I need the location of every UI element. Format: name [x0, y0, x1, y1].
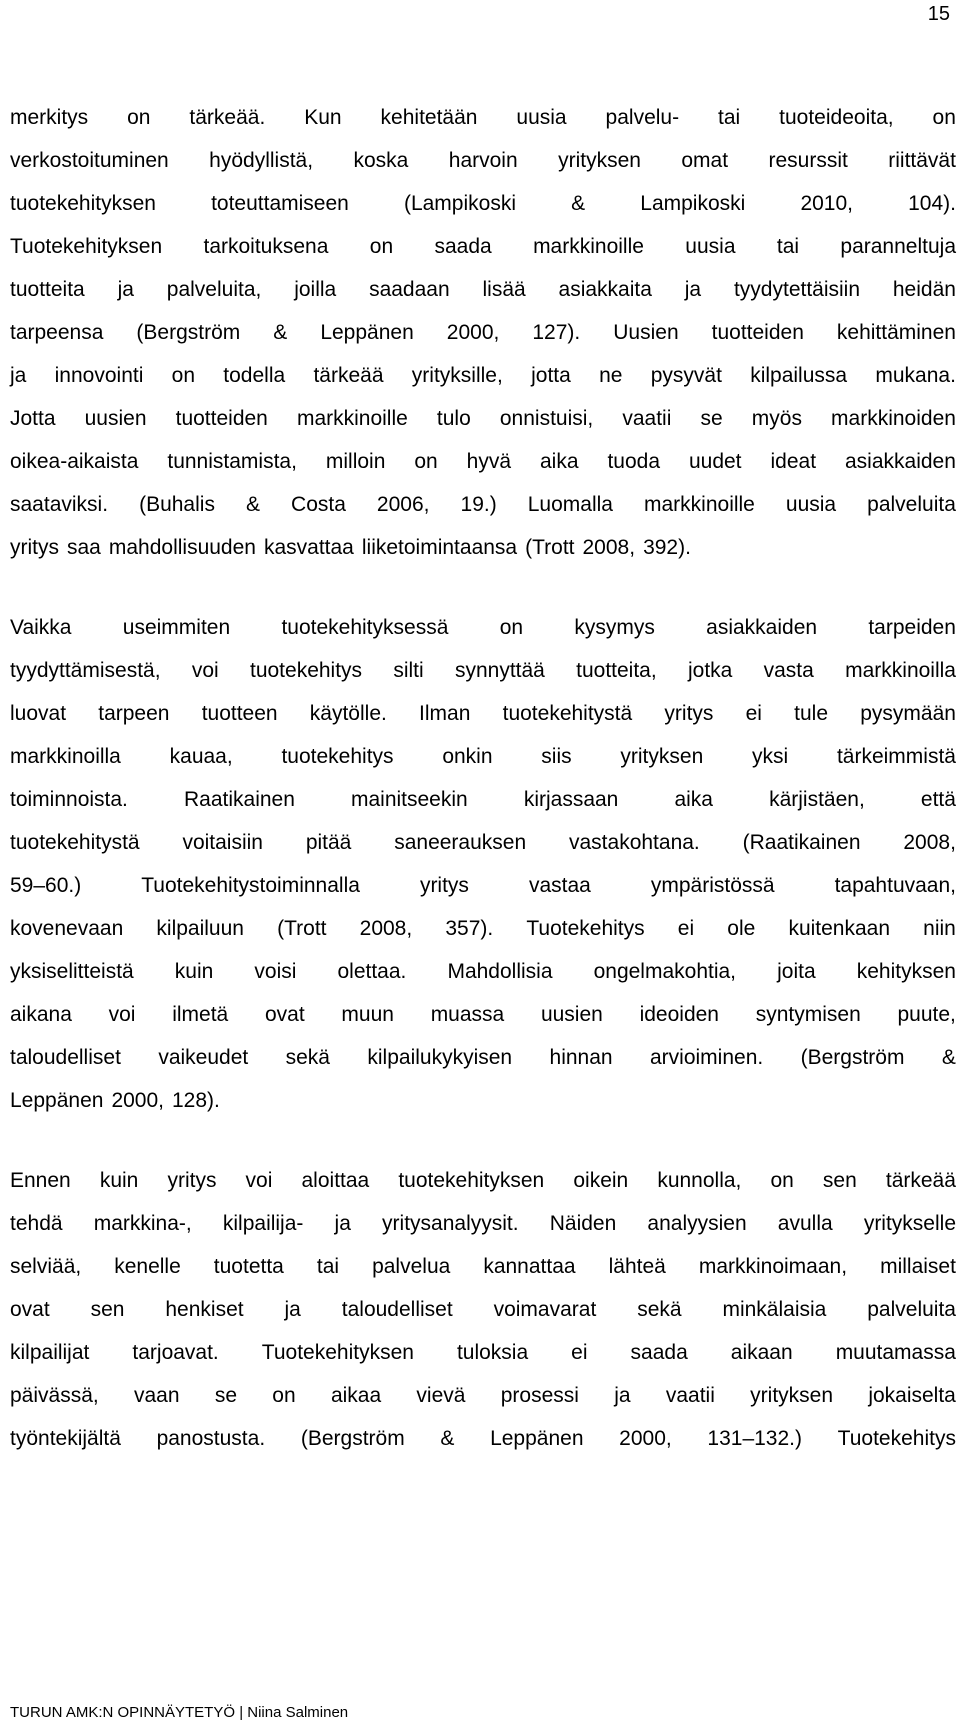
word: innovointi: [54, 364, 144, 387]
text-line: [10, 139, 956, 182]
text-line: [10, 907, 956, 950]
word: ja: [614, 1384, 631, 1407]
word: toteuttamiseen: [211, 192, 349, 215]
text-line: [10, 692, 956, 735]
word: hinnan: [549, 1046, 613, 1069]
word: kilpailuun: [156, 917, 244, 940]
word: &: [273, 321, 288, 344]
word: tärkeää: [885, 1169, 956, 1192]
word: kehityksen: [856, 960, 956, 983]
word: 104).: [908, 192, 956, 215]
word: minkälaisia: [722, 1298, 827, 1321]
word: todella: [223, 364, 286, 387]
word: Ilman: [419, 702, 471, 725]
word: se: [214, 1384, 238, 1407]
word: on: [127, 106, 151, 129]
word: analyysien: [647, 1212, 747, 1235]
footer-text: TURUN AMK:N OPINNÄYTETYÖ | Niina Salminen: [10, 1704, 349, 1721]
word: (Raatikainen: [742, 831, 861, 854]
word: yrityksen: [558, 149, 641, 172]
word: tuotekehitys: [281, 745, 394, 768]
word: yrityksen: [620, 745, 704, 768]
text-line: [10, 440, 956, 483]
word: palvelua: [372, 1255, 451, 1278]
word: yksiselitteistä: [10, 960, 134, 983]
body-text: [10, 96, 956, 1460]
word: niin: [923, 917, 956, 940]
word: millaiset: [880, 1255, 956, 1278]
word: yrityksen: [750, 1384, 834, 1407]
word: kehittäminen: [836, 321, 956, 344]
word: synnyttää: [454, 659, 545, 682]
word: on: [499, 616, 524, 639]
word: uusia: [785, 493, 837, 516]
text-line: [10, 950, 956, 993]
word: vastakohtana.: [569, 831, 700, 854]
word: yksi: [752, 745, 789, 768]
word: kunnolla,: [657, 1169, 742, 1192]
word: saada: [630, 1341, 688, 1364]
word: uusia: [685, 235, 736, 258]
word: liiketoimintaansa: [361, 536, 518, 559]
text-line: [10, 821, 956, 864]
text-line: [10, 606, 956, 649]
word: henkiset: [165, 1298, 244, 1321]
word: kärjistäen,: [769, 788, 865, 811]
word: asiakkaiden: [706, 616, 818, 639]
text-line: [10, 225, 956, 268]
word: ovat: [264, 1003, 305, 1026]
word: saa: [67, 536, 101, 559]
word: tarkoituksena: [203, 235, 329, 258]
word: on: [414, 450, 438, 473]
word: yritys: [419, 874, 469, 897]
word: aika: [674, 788, 713, 811]
word: saadaan: [369, 278, 450, 301]
word: 59–60.): [10, 874, 82, 897]
paragraph: [10, 96, 956, 569]
word: tarpeensa: [10, 321, 104, 344]
word: Costa: [291, 493, 346, 516]
word: ongelmakohtia,: [593, 960, 737, 983]
word: tarpeiden: [868, 616, 956, 639]
word: 2000,: [619, 1427, 672, 1450]
word: vastaa: [528, 874, 591, 897]
word: tuotetta: [213, 1255, 284, 1278]
word: kuitenkaan: [788, 917, 891, 940]
word: aikaan: [730, 1341, 793, 1364]
word: ovat: [10, 1298, 50, 1321]
word: tuoda: [607, 450, 661, 473]
word: syntymisen: [755, 1003, 861, 1026]
word: tuotekehityksessä: [281, 616, 449, 639]
word: uusia: [516, 106, 567, 129]
paragraph-gap: [10, 1122, 956, 1159]
word: luovat: [10, 702, 67, 725]
word: kuin: [99, 1169, 139, 1192]
word: jokaiselta: [868, 1384, 956, 1407]
word: Leppänen: [490, 1427, 584, 1450]
word: verkostoituminen: [10, 149, 169, 172]
word: uusien: [540, 1003, 603, 1026]
word: taloudelliset: [10, 1046, 121, 1069]
word: myös: [751, 407, 802, 430]
word: vaan: [134, 1384, 180, 1407]
word: yritysanalyysit.: [382, 1212, 519, 1235]
word: ja: [10, 364, 27, 387]
word: markkinoille: [533, 235, 644, 258]
word: tuotteen: [201, 702, 278, 725]
word: 2006,: [376, 493, 430, 516]
word: 392).: [643, 536, 691, 559]
text-line: [10, 1079, 956, 1122]
word: siis: [541, 745, 572, 768]
text-line: [10, 526, 956, 569]
word: tuotekehitys: [249, 659, 363, 682]
word: 2008,: [903, 831, 956, 854]
word: Leppänen: [10, 1089, 104, 1112]
word: heidän: [892, 278, 956, 301]
word: omat: [681, 149, 729, 172]
word: &: [941, 1046, 956, 1069]
word: voimavarat: [493, 1298, 597, 1321]
word: riittävät: [888, 149, 956, 172]
word: pysymään: [860, 702, 956, 725]
word: 131–132.): [707, 1427, 802, 1450]
word: sekä: [637, 1298, 682, 1321]
text-line: [10, 182, 956, 225]
word: tuotekehityksen: [398, 1169, 545, 1192]
word: Näiden: [549, 1212, 617, 1235]
paragraph: [10, 1159, 956, 1460]
word: markkinoilla: [845, 659, 956, 682]
word: asiakkaita: [558, 278, 652, 301]
text-line: [10, 1288, 956, 1331]
word: aika: [539, 450, 579, 473]
word: tarjoavat.: [132, 1341, 219, 1364]
word: markkina-,: [93, 1212, 192, 1235]
word: 2000,: [446, 321, 500, 344]
word: on: [171, 364, 196, 387]
word: &: [440, 1427, 455, 1450]
text-line: [10, 1417, 956, 1460]
word: tärkeimmistä: [836, 745, 956, 768]
word: avulla: [777, 1212, 833, 1235]
word: Tuotekehitys: [526, 917, 645, 940]
text-line: [10, 649, 956, 692]
word: 19.): [460, 493, 497, 516]
word: milloin: [325, 450, 386, 473]
word: harvoin: [448, 149, 518, 172]
word: markkinoimaan,: [698, 1255, 848, 1278]
word: oikea-aikaista: [10, 450, 139, 473]
word: markkinoiden: [831, 407, 956, 430]
word: ilmetä: [172, 1003, 229, 1026]
word: markkinoilla: [10, 745, 121, 768]
paragraph: [10, 606, 956, 1122]
text-line: [10, 397, 956, 440]
word: aikana: [10, 1003, 72, 1026]
word: Tuotekehitystoiminnalla: [141, 874, 360, 897]
text-line: [10, 993, 956, 1036]
word: kuin: [174, 960, 214, 983]
word: palvelu-: [605, 106, 680, 129]
word: yritykselle: [863, 1212, 956, 1235]
word: Tuotekehityksen: [10, 235, 163, 258]
word: ole: [727, 917, 756, 940]
word: (Trott: [277, 917, 327, 940]
word: (Lampikoski: [403, 192, 516, 215]
word: (Bergström: [300, 1427, 405, 1450]
word: ei: [745, 702, 762, 725]
word: yritys: [664, 702, 714, 725]
word: on: [770, 1169, 794, 1192]
text-line: [10, 1159, 956, 1202]
word: lähteä: [608, 1255, 666, 1278]
word: Mahdollisia: [447, 960, 553, 983]
word: tehdä: [10, 1212, 63, 1235]
word: (Bergström: [136, 321, 241, 344]
word: kehitetään: [380, 106, 478, 129]
word: tuotekehitystä: [502, 702, 633, 725]
text-line: [10, 311, 956, 354]
word: taloudelliset: [341, 1298, 453, 1321]
word: tuotteita,: [576, 659, 657, 682]
text-line: [10, 96, 956, 139]
word: resurssit: [768, 149, 848, 172]
word: (Trott: [525, 536, 575, 559]
page-number: 15: [927, 3, 950, 25]
word: selviää,: [10, 1255, 82, 1278]
word: Tuotekehitys: [837, 1427, 956, 1450]
word: tunnistamista,: [167, 450, 297, 473]
word: ja: [334, 1212, 351, 1235]
word: onnistuisi,: [499, 407, 594, 430]
word: &: [571, 192, 586, 215]
word: 2008,: [359, 917, 413, 940]
word: tuotekehityksen: [10, 192, 156, 215]
word: saneerauksen: [394, 831, 527, 854]
word: &: [245, 493, 260, 516]
word: (Buhalis: [139, 493, 215, 516]
word: vaatii: [622, 407, 672, 430]
word: sen: [90, 1298, 125, 1321]
word: 2008,: [582, 536, 636, 559]
word: aikaa: [330, 1384, 382, 1407]
word: tuotteiden: [175, 407, 268, 430]
word: aloittaa: [301, 1169, 370, 1192]
word: markkinoille: [296, 407, 408, 430]
word: tule: [794, 702, 829, 725]
word: yritys: [167, 1169, 217, 1192]
word: mahdollisuuden: [108, 536, 256, 559]
word: kenelle: [114, 1255, 181, 1278]
text-line: [10, 778, 956, 821]
word: (Bergström: [800, 1046, 905, 1069]
word: kasvattaa: [263, 536, 354, 559]
word: että: [920, 788, 956, 811]
word: pitää: [305, 831, 352, 854]
word: onkin: [442, 745, 493, 768]
word: tyydytettäisiin: [733, 278, 861, 301]
paragraph-gap: [10, 569, 956, 606]
word: Lampikoski: [640, 192, 746, 215]
word: muun: [341, 1003, 394, 1026]
word: tuotekehitystä: [10, 831, 140, 854]
word: 127).: [532, 321, 581, 344]
word: arvioiminen.: [650, 1046, 764, 1069]
word: tyydyttämisestä,: [10, 659, 161, 682]
word: vasta: [763, 659, 814, 682]
word: tapahtuvaan,: [834, 874, 956, 897]
word: palveluita,: [166, 278, 262, 301]
word: joita: [777, 960, 816, 983]
word: olettaa.: [337, 960, 407, 983]
word: ja: [117, 278, 134, 301]
text-line: [10, 1245, 956, 1288]
word: silti: [393, 659, 424, 682]
word: ne: [599, 364, 623, 387]
word: Raatikainen: [183, 788, 295, 811]
word: ja: [684, 278, 702, 301]
word: Vaikka: [10, 616, 72, 639]
word: tärkeää: [313, 364, 384, 387]
word: kilpailija-: [222, 1212, 304, 1235]
word: 128).: [172, 1089, 220, 1112]
text-line: [10, 354, 956, 397]
word: muassa: [430, 1003, 505, 1026]
word: tai: [316, 1255, 340, 1278]
word: joilla: [294, 278, 337, 301]
word: ympäristössä: [650, 874, 775, 897]
word: Jotta: [10, 407, 56, 430]
word: kannattaa: [483, 1255, 576, 1278]
word: ei: [677, 917, 695, 940]
word: Kun: [304, 106, 342, 129]
word: mainitseekin: [350, 788, 468, 811]
word: kysymys: [574, 616, 655, 639]
word: ideat: [770, 450, 817, 473]
text-line: [10, 1331, 956, 1374]
word: on: [932, 106, 956, 129]
word: sen: [822, 1169, 857, 1192]
text-line: [10, 1202, 956, 1245]
word: tuotteiden: [711, 321, 804, 344]
word: koska: [353, 149, 409, 172]
word: kovenevaan: [10, 917, 124, 940]
word: asiakkaiden: [844, 450, 956, 473]
word: yrityksille,: [411, 364, 503, 387]
word: Ennen: [10, 1169, 71, 1192]
text-line: [10, 1374, 956, 1417]
word: prosessi: [500, 1384, 579, 1407]
text-line: [10, 483, 956, 526]
word: saataviksi.: [10, 493, 109, 516]
word: työntekijältä: [10, 1427, 121, 1450]
word: toiminnoista.: [10, 788, 128, 811]
word: kauaa,: [169, 745, 233, 768]
word: voi: [191, 659, 219, 682]
word: vaikeudet: [158, 1046, 249, 1069]
word: 2010,: [800, 192, 853, 215]
word: kilpailijat: [10, 1341, 90, 1364]
word: on: [272, 1384, 296, 1407]
word: sekä: [285, 1046, 330, 1069]
word: tai: [776, 235, 800, 258]
word: Tuotekehityksen: [261, 1341, 414, 1364]
word: voi: [108, 1003, 136, 1026]
word: mukana.: [875, 364, 956, 387]
word: palveluita: [867, 493, 956, 516]
word: markkinoille: [644, 493, 755, 516]
text-line: [10, 864, 956, 907]
text-line: [10, 268, 956, 311]
word: tuoteideoita,: [779, 106, 894, 129]
text-line: [10, 1036, 956, 1079]
word: saada: [434, 235, 492, 258]
word: käytölle.: [309, 702, 387, 725]
word: pysyvät: [650, 364, 722, 387]
word: voitaisiin: [182, 831, 263, 854]
word: voisi: [254, 960, 297, 983]
word: voi: [245, 1169, 273, 1192]
word: kirjassaan: [523, 788, 619, 811]
word: tuotteita: [10, 278, 85, 301]
word: paranneltuja: [840, 235, 956, 258]
text-line: [10, 735, 956, 778]
word: lisää: [482, 278, 526, 301]
word: Luomalla: [527, 493, 613, 516]
word: on: [369, 235, 394, 258]
word: muutamassa: [835, 1341, 956, 1364]
word: vaatii: [665, 1384, 715, 1407]
word: yritys: [10, 536, 59, 559]
word: merkitys: [10, 106, 89, 129]
word: 2000,: [111, 1089, 164, 1112]
word: 357).: [445, 917, 494, 940]
word: panostusta.: [156, 1427, 266, 1450]
word: oikein: [573, 1169, 629, 1192]
word: Leppänen: [320, 321, 414, 344]
word: tarpeen: [98, 702, 170, 725]
word: useimmiten: [122, 616, 231, 639]
word: uusien: [84, 407, 147, 430]
word: jotka: [687, 659, 733, 682]
word: tärkeää.: [189, 106, 266, 129]
word: puute,: [897, 1003, 956, 1026]
word: vievä: [416, 1384, 466, 1407]
word: hyvä: [466, 450, 512, 473]
word: hyödyllistä,: [209, 149, 314, 172]
word: tulo: [436, 407, 471, 430]
word: päivässä,: [10, 1384, 99, 1407]
word: jotta: [531, 364, 571, 387]
word: Uusien: [613, 321, 679, 344]
word: ja: [284, 1298, 301, 1321]
word: kilpailussa: [750, 364, 848, 387]
word: tuloksia: [456, 1341, 529, 1364]
word: ei: [571, 1341, 588, 1364]
word: ideoiden: [639, 1003, 719, 1026]
word: uudet: [688, 450, 742, 473]
word: palveluita: [867, 1298, 956, 1321]
word: kilpailukykyisen: [367, 1046, 513, 1069]
word: se: [700, 407, 723, 430]
word: tai: [718, 106, 741, 129]
